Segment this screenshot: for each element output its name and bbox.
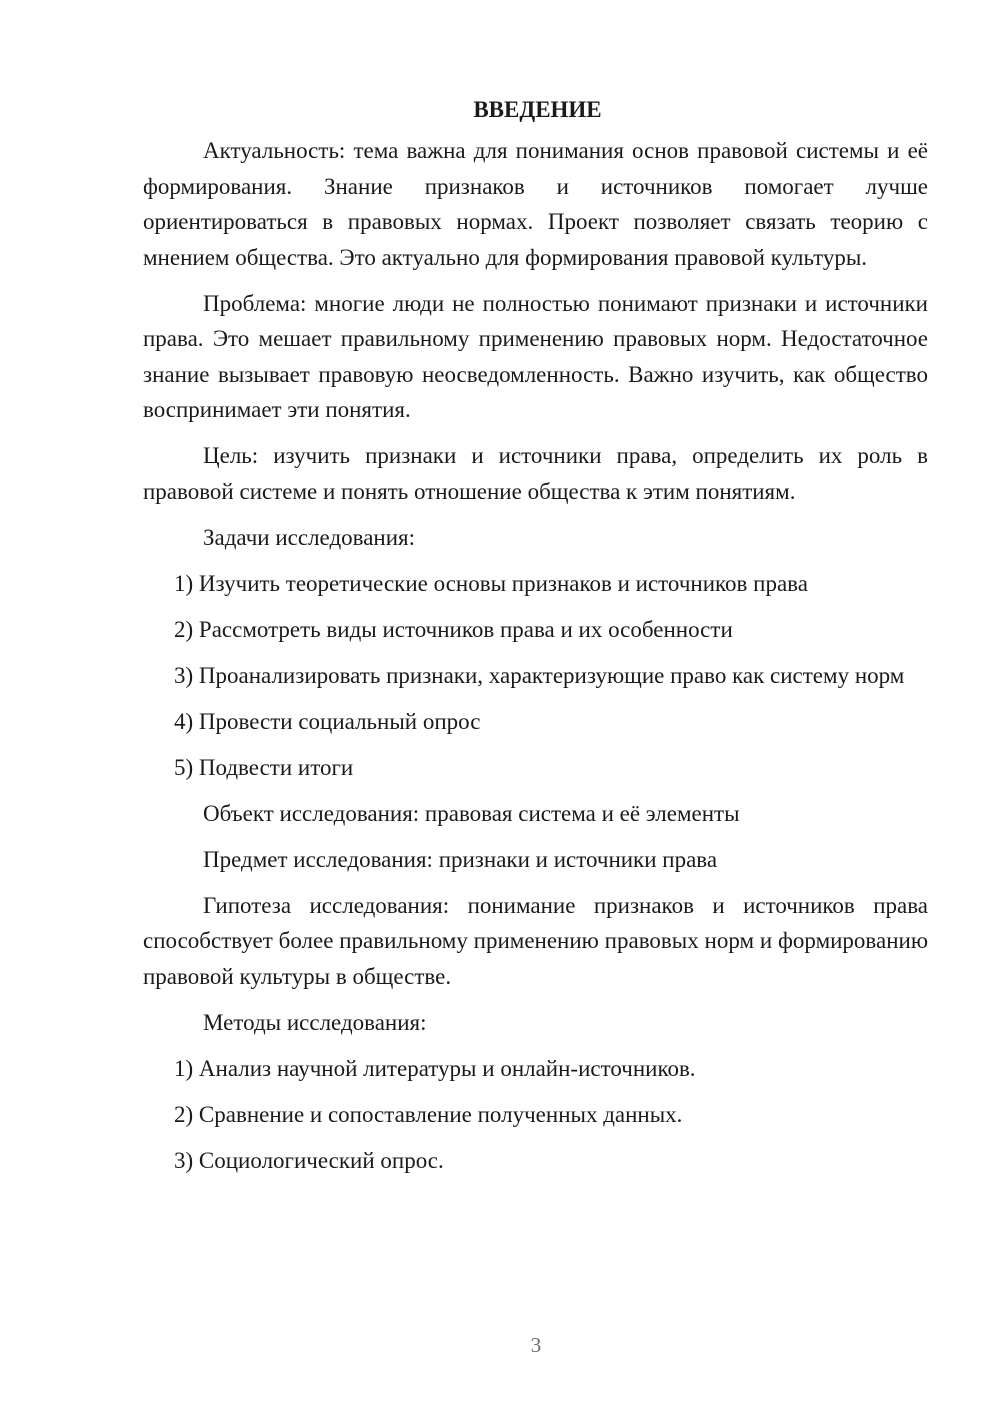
tasks-heading: Задачи исследования: [203,524,416,550]
task-item: 3) Проанализировать признаки, характеризующие право как систему норм [174,662,905,688]
hypothesis-paragraph: Гипотеза исследования: понимание признаков и источников права способствует более правильному применению правовых норм и формированию правовой культуры в обществе. [143,892,928,989]
method-item: 3) Социологический опрос. [174,1147,444,1173]
goal-paragraph: Цель: изучить признаки и источники права, определить их роль в правовой системе и понять отношение общества к этим понятиям. [143,443,928,504]
task-item: 4) Провести социальный опрос [174,708,481,734]
subject-paragraph: Предмет исследования: признаки и источники права [203,846,718,872]
section-title: ВВЕДЕНИЕ [473,97,602,122]
task-item: 5) Подвести итоги [174,754,354,780]
document-page [143,92,928,1189]
page-number: 3 [530,1333,542,1357]
method-item: 1) Анализ научной литературы и онлайн-источников. [174,1055,696,1081]
problem-paragraph: Проблема: многие люди не полностью понимают признаки и источники права. Это мешает правильному применению правовых норм. Недостаточное знание вызывает правовую неосведомленность. Важно изучить, как общество воспринимает эти понятия. [143,290,928,422]
method-item: 2) Сравнение и сопоставление полученных данных. [174,1101,683,1127]
task-item: 1) Изучить теоретические основы признаков и источников права [174,570,808,596]
task-item: 2) Рассмотреть виды источников права и их особенности [174,616,733,642]
relevance-paragraph: Актуальность: тема важна для понимания основ правовой системы и её формирования. Знание признаков и источников помогает лучше ориентироваться в правовых нормах. Проект позволяет связать теорию с мнением общества. Это актуально для формирования правовой культуры. [143,138,928,270]
object-paragraph: Объект исследования: правовая система и её элементы [203,800,740,826]
methods-heading: Методы исследования: [203,1009,427,1035]
